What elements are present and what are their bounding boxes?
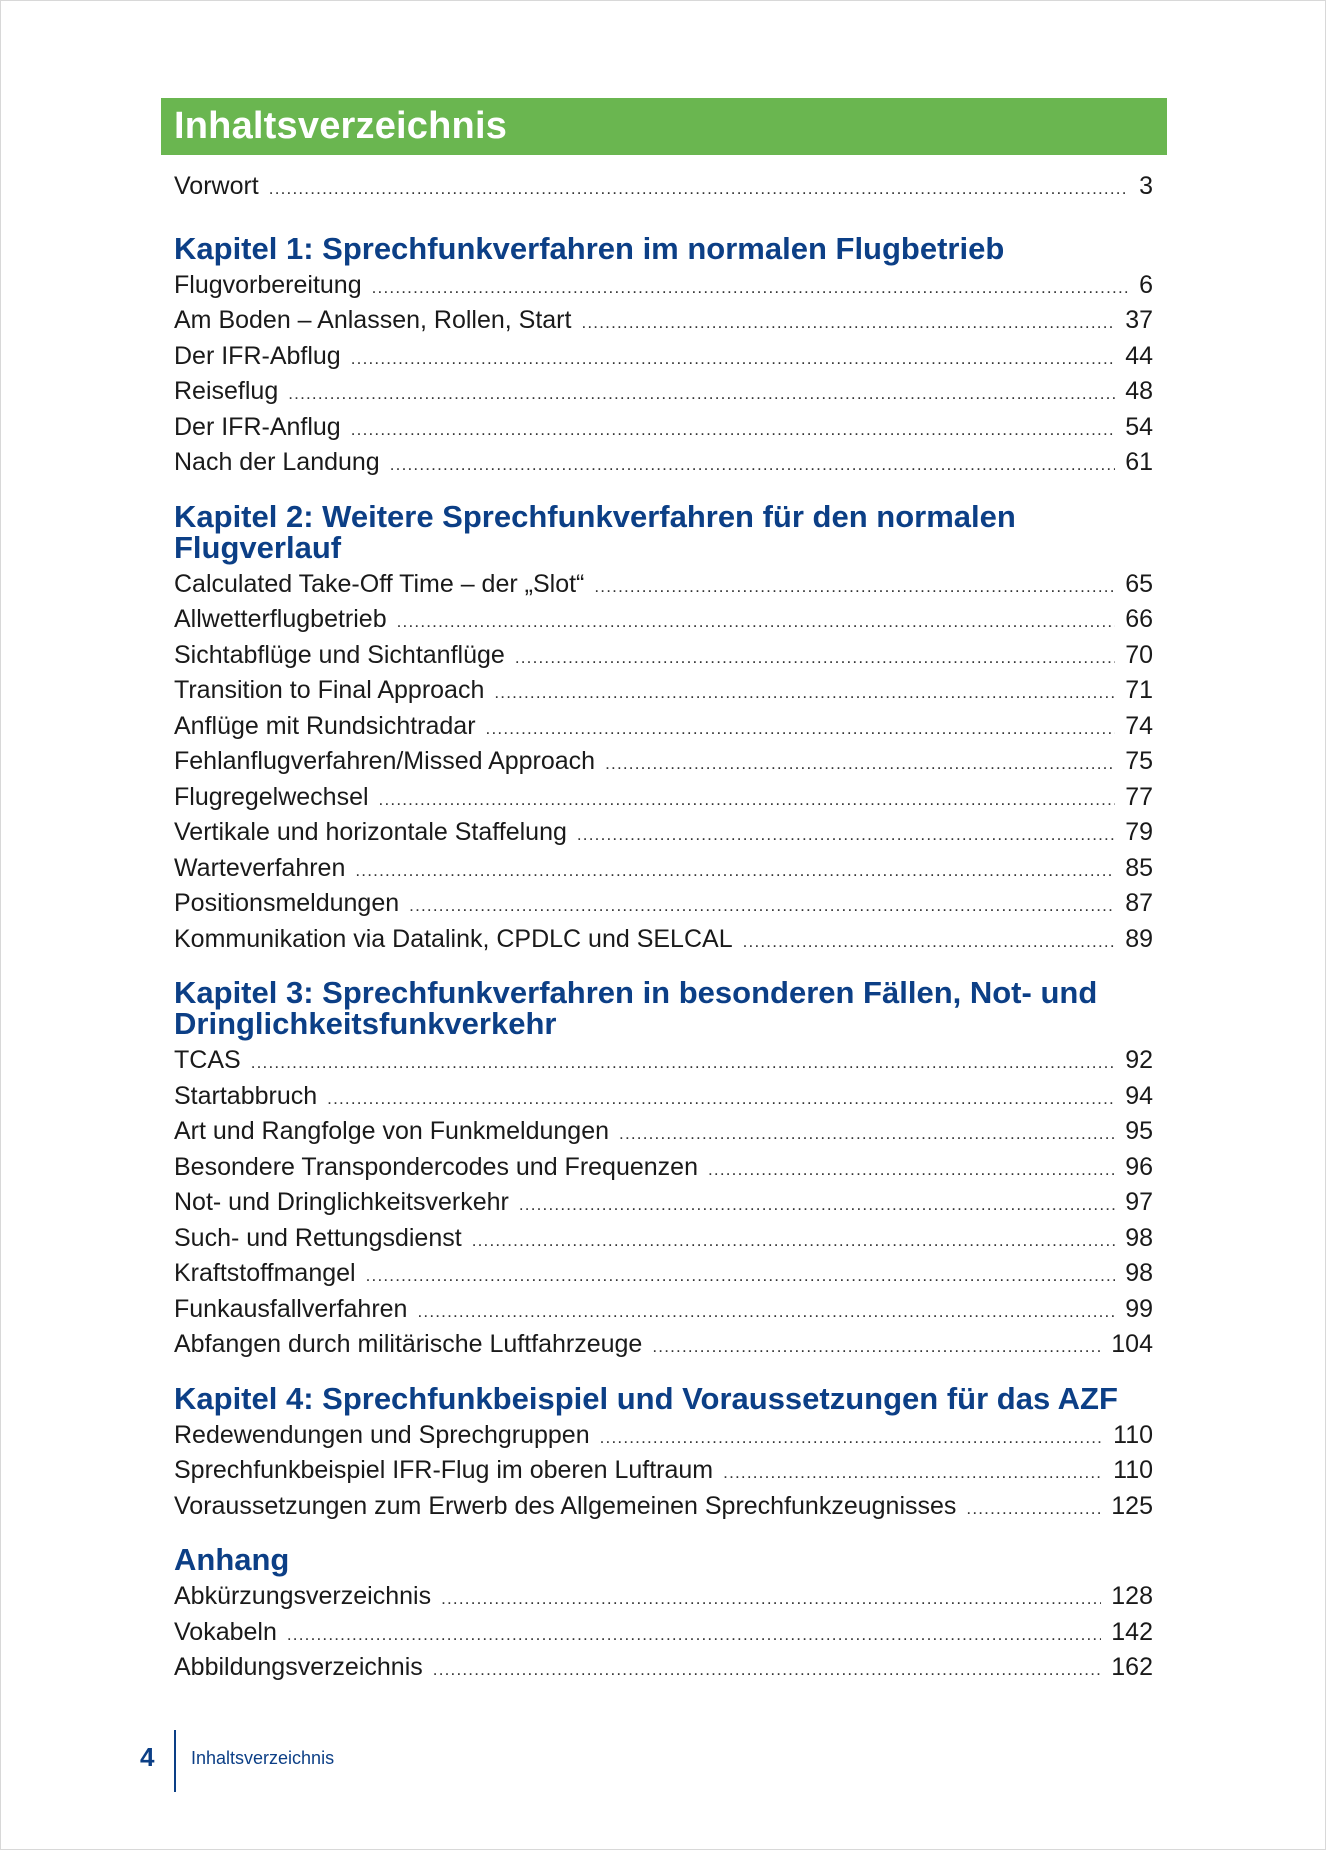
entry-page: 48	[1125, 377, 1153, 405]
toc-entry[interactable]	[161, 1453, 1167, 1489]
toc-entry[interactable]	[161, 1615, 1167, 1651]
entry-page: 128	[1111, 1582, 1153, 1610]
toc-entry[interactable]	[161, 922, 1167, 958]
dot-leader	[515, 640, 1115, 676]
entry-label: Kraftstoffmangel	[174, 1259, 356, 1287]
toc-entry[interactable]	[161, 1150, 1167, 1186]
toc-entry[interactable]	[161, 1079, 1167, 1115]
dot-leader	[441, 1581, 1101, 1617]
dot-leader	[372, 270, 1129, 306]
dot-leader	[351, 412, 1115, 448]
footer-divider	[174, 1730, 176, 1792]
chapter-4-title: Kapitel 4: Sprechfunkbeispiel und Voraussetzungen für das AZF	[174, 1380, 1118, 1416]
entry-label: Der IFR-Abflug	[174, 341, 341, 370]
entry-page: 162	[1111, 1653, 1153, 1681]
dot-leader	[251, 1045, 1116, 1081]
dot-leader	[327, 1081, 1115, 1117]
dot-leader	[594, 569, 1115, 605]
entry-page: 37	[1125, 306, 1153, 334]
entry-page: 65	[1125, 569, 1153, 598]
dot-leader	[409, 888, 1115, 924]
entry-page: 92	[1125, 1046, 1153, 1074]
toc-entry[interactable]	[161, 567, 1167, 603]
appendix-title: Anhang	[174, 1542, 290, 1577]
toc-entry[interactable]	[161, 1221, 1167, 1257]
entry-label: Vokabeln	[174, 1617, 277, 1646]
toc-entry[interactable]	[161, 268, 1167, 304]
entry-label: Anflüge mit Rundsichtradar	[174, 711, 476, 740]
entry-label: Calculated Take-Off Time – der „Slot“	[174, 569, 585, 598]
entry-page: 104	[1111, 1330, 1153, 1358]
entry-label: Warteverfahren	[174, 853, 346, 882]
entry-page: 79	[1125, 818, 1153, 846]
entry-label: Art und Rangfolge von Funkmeldungen	[174, 1117, 610, 1145]
entry-page: 74	[1125, 711, 1153, 740]
dot-leader	[605, 746, 1115, 782]
entry-page: 87	[1125, 889, 1153, 917]
toc-entry[interactable]	[161, 815, 1167, 851]
dot-leader	[288, 376, 1115, 412]
entry-label: TCAS	[174, 1046, 241, 1074]
entry-page: 125	[1111, 1491, 1153, 1520]
dot-leader	[472, 1223, 1116, 1259]
entry-label: Sprechfunkbeispiel IFR-Flug im oberen Luftraum	[174, 1456, 714, 1484]
entry-label: Kommunikation via Datalink, CPDLC und SELCAL	[174, 924, 733, 953]
toc-entry[interactable]	[161, 445, 1167, 481]
entry-label: Flugregelwechsel	[174, 782, 369, 811]
entry-label: Flugvorbereitung	[174, 270, 362, 299]
toc-entry[interactable]	[161, 1489, 1167, 1525]
dot-leader	[351, 341, 1115, 377]
dot-leader	[287, 1617, 1101, 1653]
entry-label: Voraussetzungen zum Erwerb des Allgemeinen Sprechfunkzeugnisses	[174, 1491, 957, 1520]
dot-leader	[619, 1116, 1115, 1152]
dot-leader	[723, 1455, 1103, 1491]
entry-page: 61	[1125, 448, 1153, 476]
toc-entry[interactable]	[161, 1418, 1167, 1454]
toc-entry[interactable]	[161, 410, 1167, 446]
dot-leader	[652, 1329, 1101, 1365]
entry-label: Abkürzungsverzeichnis	[174, 1582, 432, 1610]
dot-leader	[966, 1491, 1101, 1527]
toc-entry[interactable]	[161, 303, 1167, 339]
dot-leader	[494, 675, 1115, 711]
entry-label: Transition to Final Approach	[174, 676, 485, 704]
entry-label: Reiseflug	[174, 377, 279, 405]
toc-entry[interactable]	[161, 780, 1167, 816]
dot-leader	[743, 924, 1116, 960]
toc-entry[interactable]	[161, 602, 1167, 638]
entry-page: 70	[1125, 640, 1153, 669]
entry-label: Startabbruch	[174, 1081, 318, 1110]
entry-label: Allwetterflugbetrieb	[174, 605, 387, 633]
entry-label: Such- und Rettungsdienst	[174, 1223, 462, 1252]
entry-page: 3	[1139, 172, 1153, 200]
page-title: Inhaltsverzeichnis	[174, 105, 508, 147]
entry-label: Redewendungen und Sprechgruppen	[174, 1420, 590, 1449]
entry-page: 54	[1125, 412, 1153, 441]
entry-page: 99	[1125, 1294, 1153, 1323]
entry-page: 110	[1113, 1420, 1153, 1449]
dot-leader	[486, 711, 1116, 747]
entry-label: Nach der Landung	[174, 448, 380, 476]
entry-label: Positionsmeldungen	[174, 889, 400, 917]
entry-label: Abbildungsverzeichnis	[174, 1653, 423, 1681]
chapter-2-title: Kapitel 2: Weitere Sprechfunkverfahren für den normalen Flugverlauf	[174, 498, 1016, 565]
entry-label: Not- und Dringlichkeitsverkehr	[174, 1188, 509, 1216]
toc-entry[interactable]	[161, 374, 1167, 410]
entry-page: 6	[1139, 270, 1153, 299]
entry-label: Am Boden – Anlassen, Rollen, Start	[174, 306, 572, 334]
entry-page: 95	[1125, 1117, 1153, 1145]
entry-page: 96	[1125, 1152, 1153, 1181]
toc-entry[interactable]	[161, 1650, 1167, 1686]
entry-page: 110	[1113, 1456, 1153, 1484]
page-footer	[140, 1730, 334, 1792]
toc-entry[interactable]	[161, 1185, 1167, 1221]
entry-page: 97	[1125, 1188, 1153, 1216]
dot-leader	[355, 853, 1115, 889]
entry-page: 44	[1125, 341, 1153, 370]
toc-entry[interactable]	[161, 1114, 1167, 1150]
footer-section-label: Inhaltsverzeichnis	[191, 1747, 335, 1768]
entry-page: 85	[1125, 853, 1153, 882]
toc-entry[interactable]	[161, 744, 1167, 780]
dot-leader	[519, 1187, 1115, 1223]
chapter-3-title: Kapitel 3: Sprechfunkverfahren in besonderen Fällen, Not- und Dringlichkeitsfunkverkehr	[174, 975, 1098, 1041]
dot-leader	[581, 305, 1115, 341]
entry-page: 98	[1125, 1223, 1153, 1252]
toc-entry-preface[interactable]	[161, 169, 1167, 205]
toc-entry[interactable]	[161, 1327, 1167, 1363]
toc-entry[interactable]	[161, 638, 1167, 674]
toc-header-bar	[161, 98, 1167, 155]
entry-label: Vorwort	[174, 172, 259, 200]
entry-page: 66	[1125, 605, 1153, 633]
toc-entry[interactable]	[161, 851, 1167, 887]
table-of-contents	[161, 98, 1167, 1686]
toc-entry[interactable]	[161, 886, 1167, 922]
dot-leader	[708, 1152, 1115, 1188]
toc-entry[interactable]	[161, 1256, 1167, 1292]
entry-page: 89	[1125, 924, 1153, 953]
entry-page: 142	[1111, 1617, 1153, 1646]
toc-entry[interactable]	[161, 1292, 1167, 1328]
dot-leader	[390, 447, 1115, 483]
chapter-1-title: Kapitel 1: Sprechfunkverfahren im normalen Flugbetrieb	[174, 230, 1005, 266]
dot-leader	[397, 604, 1116, 640]
dot-leader	[417, 1294, 1115, 1330]
toc-entry[interactable]	[161, 339, 1167, 375]
toc-entry[interactable]	[161, 673, 1167, 709]
dot-leader	[379, 782, 1116, 818]
entry-label: Sichtabflüge und Sichtanflüge	[174, 640, 505, 669]
toc-entry[interactable]	[161, 1579, 1167, 1615]
dot-leader	[600, 1420, 1104, 1456]
entry-page: 71	[1125, 676, 1153, 704]
entry-label: Abfangen durch militärische Luftfahrzeuge	[174, 1330, 643, 1358]
entry-page: 75	[1125, 747, 1153, 775]
entry-page: 94	[1125, 1081, 1153, 1110]
dot-leader	[577, 817, 1115, 853]
toc-entry[interactable]	[161, 709, 1167, 745]
entry-label: Der IFR-Anflug	[174, 412, 341, 441]
dot-leader	[366, 1258, 1116, 1294]
entry-label: Vertikale und horizontale Staffelung	[174, 818, 567, 846]
entry-page: 98	[1125, 1259, 1153, 1287]
entry-label: Funkausfallverfahren	[174, 1294, 408, 1323]
entry-label: Besondere Transpondercodes und Frequenzen	[174, 1152, 698, 1181]
toc-entry[interactable]	[161, 1043, 1167, 1079]
entry-label: Fehlanflugverfahren/Missed Approach	[174, 747, 596, 775]
footer-page-number: 4	[140, 1741, 155, 1772]
dot-leader	[433, 1652, 1102, 1688]
dot-leader	[269, 171, 1129, 207]
entry-page: 77	[1125, 782, 1153, 811]
